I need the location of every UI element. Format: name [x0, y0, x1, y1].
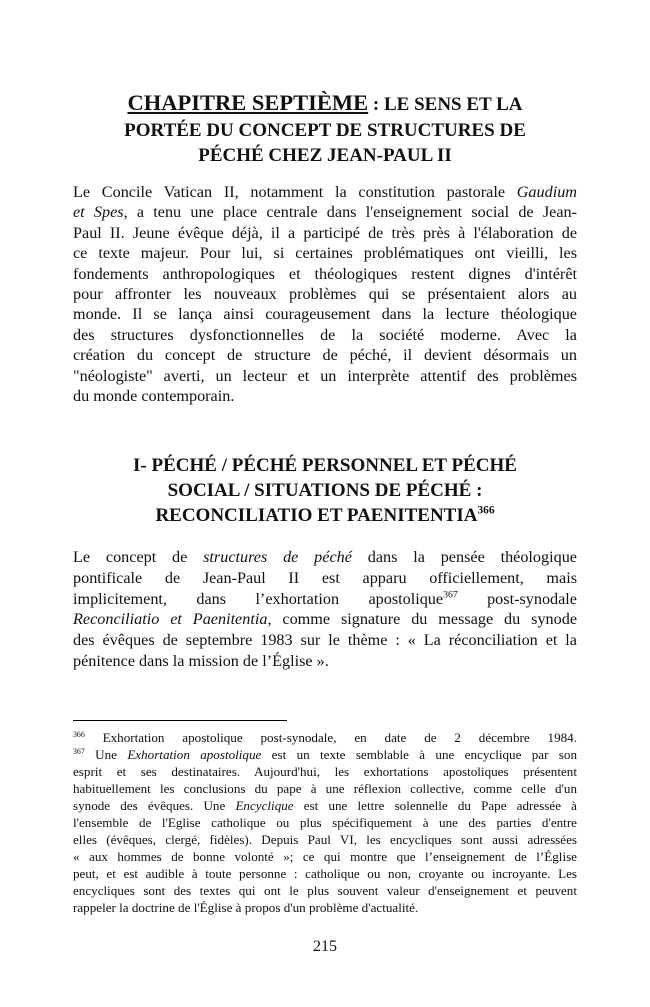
title-line1-rest: LE SENS ET LA — [383, 94, 523, 115]
text-line — [73, 386, 577, 406]
text-run: encycliques sont des textes qui ont le plus souvent valeur d'enseignement et peuvent — [73, 883, 577, 898]
text-run: , comme signature du message du synode — [267, 610, 577, 629]
footnotes — [73, 729, 577, 916]
text-run: pour affronter les nouveaux problèmes qui se présentaient alors au — [73, 285, 577, 304]
chapter-title-line-2: PORTÉE DU CONCEPT DE STRUCTURES DE — [124, 119, 526, 141]
text-line — [73, 882, 577, 899]
text-line — [73, 202, 577, 222]
page-number: 215 — [313, 938, 337, 955]
text-run: l'ensemble de l'Eglise catholique ou plus spécifiquement à une des parties d'entre — [73, 815, 577, 830]
footnote-separator — [73, 720, 287, 721]
text-line — [73, 609, 577, 630]
italic-text: Gaudium — [516, 183, 577, 201]
chapter-title-line-1 — [73, 90, 577, 118]
italic-text: Exhortation apostolique — [127, 747, 262, 762]
text-line — [73, 814, 577, 831]
text-line — [73, 763, 577, 780]
text-run: du monde contemporain. — [73, 387, 235, 406]
text-run: Le concept de — [73, 548, 204, 566]
text-line — [73, 746, 577, 763]
text-line — [73, 264, 577, 284]
text-run: esprit et ses destinataires. Aujourd'hui, les exhortations apostoliques présentent — [73, 764, 577, 779]
text-line — [73, 797, 577, 814]
text-line — [73, 182, 577, 202]
text-run: est un texte semblable à une encyclique par son — [261, 747, 577, 762]
chapter-title — [73, 90, 577, 169]
section-heading-line-3-text: RECONCILIATIO ET PAENITENTIA — [155, 505, 478, 526]
text-line — [73, 865, 577, 882]
section-heading-line-2: SOCIAL / SITUATIONS DE PÉCHÉ : — [167, 480, 483, 501]
text-line — [73, 304, 577, 324]
footnote-marker[interactable]: 366 — [73, 729, 85, 739]
section-heading-line-3 — [73, 503, 577, 528]
text-run: des évêques de septembre 1983 sur le thème : « La réconciliation et la — [73, 631, 577, 650]
text-line — [73, 568, 577, 589]
text-run: ce texte majeur. Pour lui, si certaines problématiques ont vieilli, les — [73, 244, 577, 263]
text-line — [73, 729, 577, 746]
text-run: Une — [84, 747, 128, 762]
text-line — [73, 243, 577, 263]
text-line — [73, 325, 577, 345]
text-run: , a tenu une place centrale dans l'enseignement social de Jean- — [123, 203, 577, 222]
text-run: "néologiste" averti, un lecteur et un interprète attentif des problèmes — [73, 366, 577, 385]
text-line — [73, 780, 577, 797]
text-line — [73, 848, 577, 865]
chapter-title-line-3: PÉCHÉ CHEZ JEAN-PAUL II — [198, 145, 452, 166]
text-run: est une lettre solennelle du Pape adressée à — [293, 798, 577, 813]
text-run: fondements anthropologiques et théologiques restent dignes d'intérêt — [73, 264, 577, 283]
section-heading — [73, 453, 577, 528]
text-line — [73, 899, 577, 916]
text-run: Exhortation apostolique post-synodale, en date de 2 décembre 1984. — [84, 730, 577, 745]
text-line — [73, 345, 577, 365]
text-run: elles (évêques, clergé, fidèles). Depuis Paul VI, les encycliques sont aussi adressées — [73, 832, 577, 847]
italic-text: structures de péché — [203, 548, 352, 566]
text-run: implicitement, dans l’exhortation apostolique — [73, 589, 444, 608]
section-heading-line-1: I- PÉCHÉ / PÉCHÉ PERSONNEL ET PÉCHÉ — [133, 455, 517, 476]
text-run: Paul II. Jeune évêque déjà, il a participé de très près à l'élaboration de — [73, 223, 577, 242]
text-line — [73, 831, 577, 848]
text-run: synode des évêques. Une — [73, 798, 236, 813]
text-run: Le Concile Vatican II, notamment la constitution pastorale — [73, 183, 517, 201]
title-separator: : — [368, 94, 384, 115]
text-run: habituellement les conclusions du pape à une réflexion collective, comme celle d'un — [73, 781, 577, 796]
footnote-ref-366[interactable]: 366 — [477, 504, 495, 517]
intro-paragraph — [73, 182, 577, 406]
text-line — [73, 366, 577, 386]
text-run: dans la pensée théologique — [351, 548, 577, 566]
text-line — [73, 630, 577, 651]
body-paragraph — [73, 547, 577, 672]
chapter-number: CHAPITRE SEPTIÈME — [127, 90, 369, 115]
text-line — [73, 547, 577, 568]
text-line — [73, 284, 577, 304]
text-run: rappeler la doctrine de l'Église à propos d'un problème d'actualité. — [73, 900, 419, 915]
text-run: post-synodale — [457, 589, 577, 608]
italic-text: Encyclique — [235, 798, 294, 813]
footnote-marker[interactable]: 367 — [73, 746, 85, 756]
footnote-marker[interactable]: 367 — [443, 589, 458, 601]
italic-text: et Spes — [73, 203, 124, 222]
italic-text: Reconciliatio et Paenitentia — [73, 610, 268, 629]
text-run: peut, et est audible à toute personne : catholique ou non, croyante ou incroyante. Les — [73, 866, 577, 881]
text-run: pénitence dans la mission de l’Église ». — [73, 651, 329, 670]
text-run: monde. Il se lança ainsi courageusement dans la lecture théologique — [73, 305, 577, 324]
text-run: « aux hommes de bonne volonté »; ce qui montre que l’enseignement de l’Église — [73, 849, 577, 864]
text-run: création du concept de structure de péché, il devient désormais un — [73, 346, 577, 365]
text-line — [73, 651, 577, 672]
text-run: des structures dysfonctionnelles de la société moderne. Avec la — [73, 325, 577, 344]
text-run: pontificale de Jean-Paul II est apparu officiellement, mais — [73, 568, 577, 587]
text-line — [73, 589, 577, 610]
text-line — [73, 223, 577, 243]
